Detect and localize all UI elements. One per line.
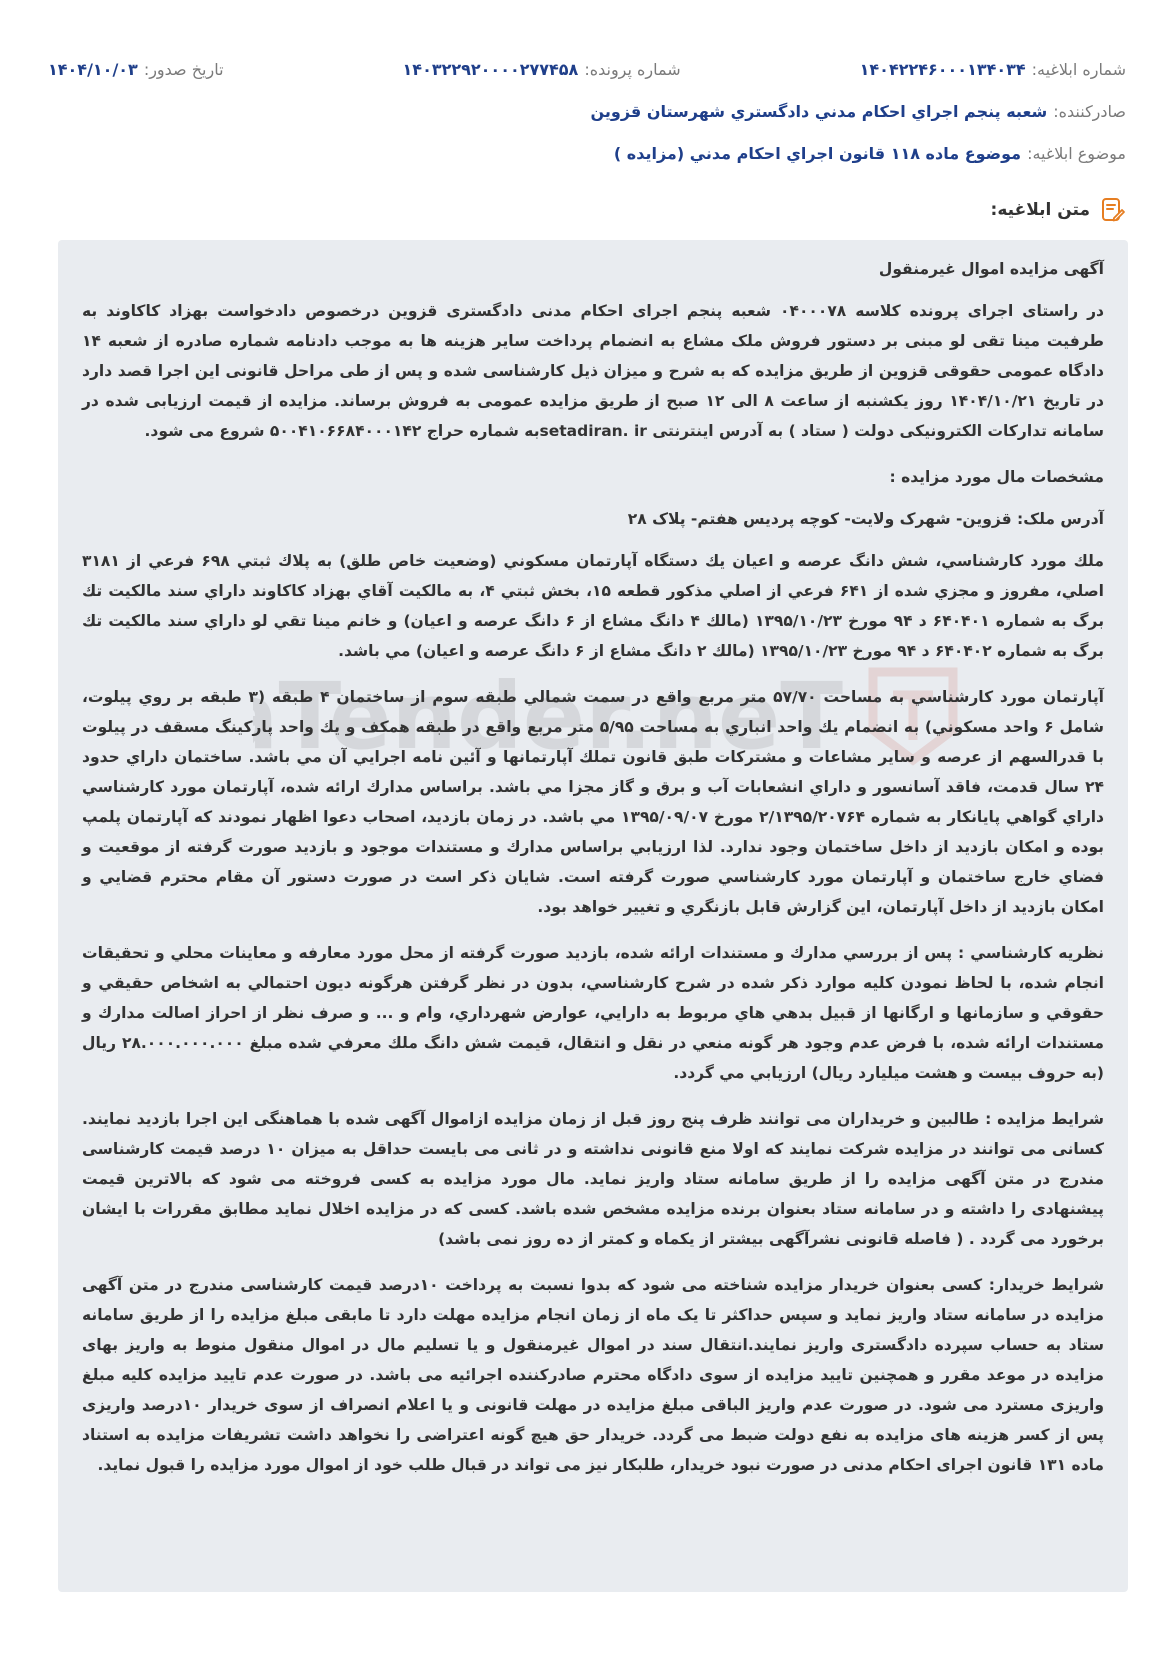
case-number-value: ۱۴۰۳۲۲۹۲۰۰۰۰۲۷۷۴۵۸ [402, 59, 579, 79]
subject [614, 144, 1126, 163]
issue-date-label: تاریخ صدور: [143, 59, 224, 79]
property-address: آدرس ملک: قزوین- شهرک ولایت- کوچه پردیس هفتم- پلاک ۲۸ [627, 510, 1104, 528]
notice-number [860, 60, 1126, 79]
section-title-text: متن ابلاغیه: [990, 200, 1090, 220]
notice-heading: آگهی مزایده اموال غیرمنقول [878, 260, 1104, 278]
case-number [403, 60, 681, 79]
notice-body [58, 240, 1128, 1592]
meta-row-numbers [48, 52, 1126, 86]
subject-label: موضوع ابلاغیه: [1027, 143, 1126, 163]
notice-number-label: شماره ابلاغیه: [1031, 59, 1126, 79]
apartment-description: آپارتمان مورد كارشناسي به مساحت ۵۷/۷۰ متر مربع واقع در سمت شمالي طبقه سوم از ساختمان ۴ طبقه (۳ طبقه بر روي پيلوت، شامل ۶ واحد مسكوني) به انضمام يك واحد انباري به مساحت ۵/۹۵ متر مربع واقع در طبقه همكف و يك واحد پاركينگ مسقف در پيلوت با قدرالسهم از عرصه و ساير مشاعات و مشتركات طبق قانون تملك آپارتمانها و آئين نامه اجرايي آن مي باشد. ساختمان داراي حدود ۲۴ سال قدمت، فاقد آسانسور و داراي انشعابات آب و برق و گاز مجزا مي باشد. براساس مدارك ارائه شده، آپارتمان مورد كارشناسي داراي گواهي پايانكار به شماره ۲/۱۳۹۵/۲۰۷۶۴ مورخ ۱۳۹۵/۰۹/۰۷ مي باشد. در زمان بازديد، اصحاب دعوا اظهار نمودند كه آپارتمان پلمپ بوده و امكان بازديد از داخل ساختمان وجود ندارد. لذا ارزيابي براساس مدارك و مستندات موجود و بازديد صورت گرفته از موقعيت و فضاي خارج ساختمان و آپارتمان مورد كارشناسي صورت گرفته است. شايان ذكر است در صورت دستور آن مقام محترم قضايي و امكان بازديد از داخل آپارتمان، اين گزارش قابل بازنگري و تغيير خواهد بود. [82, 688, 1105, 916]
subject-value: موضوع ماده ۱۱۸ قانون اجراي احكام مدني (مزايده ) [613, 143, 1022, 163]
notice-number-value: ۱۴۰۴۲۲۴۶۰۰۰۱۳۴۰۳۴ [859, 59, 1026, 79]
issue-date-value: ۱۴۰۴/۱۰/۰۳ [48, 59, 138, 79]
issuer [591, 102, 1127, 121]
property-description: ملك مورد كارشناسي، شش دانگ عرصه و اعيان يك دستگاه آپارتمان مسكوني (وضعيت خاص طلق) به پلاك ثبتي ۶۹۸ فرعي از ۳۱۸۱ اصلي، مفروز و مجزي شده از ۶۴۱ فرعي از اصلي مذكور قطعه ۱۵، بخش ثبتي ۴، به مالكيت آقاي بهزاد كاكاوند داراي سند مالكيت تك برگ به شماره ۶۴۰۴۰۱ د ۹۴ مورخ ۱۳۹۵/۱۰/۲۳ (مالك ۴ دانگ مشاع از ۶ دانگ عرصه و اعيان) و خانم مينا تقي لو داراي سند مالكيت تك برگ به شماره ۶۴۰۴۰۲ د ۹۴ مورخ ۱۳۹۵/۱۰/۲۳ (مالك ۲ دانگ مشاع از ۶ دانگ عرصه و اعيان) مي باشد. [82, 552, 1105, 660]
issue-date [48, 60, 224, 79]
issuer-value: شعبه پنجم اجراي احكام مدني دادگستري شهرستان قزوين [590, 101, 1048, 121]
meta-row-subject [48, 136, 1126, 170]
expert-opinion: نظريه كارشناسي : پس از بررسي مدارك و مستندات ارائه شده، بازديد صورت گرفته از محل مورد معارفه و معاينات محلي و تحقيقات انجام شده، با لحاظ نمودن كليه موارد ذكر شده در شرح كارشناسي، بدون در نظر گرفتن هرگونه ديون احتمالي به اشخاص حقيقي و حقوقي و سازمانها و ارگانها از قبيل بدهي هاي مربوط به دارايي، عوارض شهرداري، وام و ... و صرف نظر از احراز اصالت مدارك و مستندات ارائه شده، با فرض عدم وجود هر گونه منعي در نقل و انتقال، قيمت شش دانگ ملك معرفي شده مبلغ ۲۸.۰۰۰.۰۰۰.۰۰۰ ريال (به حروف بيست و هشت ميليارد ريال) ارزيابي مي گردد. [82, 944, 1104, 1082]
meta-row-issuer [48, 94, 1126, 128]
section-title [991, 196, 1126, 224]
watermark-text: Tender.neT [278, 663, 843, 770]
property-spec-heading: مشخصات مال مورد مزایده : [889, 468, 1104, 486]
buyer-conditions: شرایط خریدار: کسی بعنوان خریدار مزایده شناخته می شود که بدوا نسبت به پرداخت ۱۰درصد قیمت کارشناسی مندرج در متن آگهی مزایده در سامانه ستاد واریز نماید و سپس حداکثر تا یک ماه از زمان انجام مزایده مهلت دارد تا مابقی مبلغ مزایده را از طریق سامانه ستاد به حساب سپرده دادگستری واریز نمایند.انتقال سند در اموال غیرمنقول و یا تسلیم مال در اموال منقول منوط به واریز بهای مزایده در موعد مقرر و همچنین تایید مزایده از سوی دادگاه محترم صادرکننده اجرائیه می باشد. در صورت عدم تایید مزایده کلیه مبلغ واریزی مسترد می شود. در صورت عدم واریز الباقی مبلغ مزایده در مهلت قانونی و یا اعلام انصراف از سوی خریدار ۱۰درصد واریزی پس از کسر هزینه های مزایده به نفع دولت ضبط می گردد. خریدار حق هیچ گونه اعتراضی را نخواهد داشت تشریفات مزایده به استناد ماده ۱۳۱ قانون اجرای احکام مدنی در صورت نبود خریدار، طلبکار نیز می تواند در قبال طلب خود از اموال مورد مزایده را قبول نماید. [82, 1276, 1105, 1474]
auction-conditions: شرایط مزایده : طالبین و خریداران می توانند ظرف پنج روز قبل از زمان مزایده ازاموال آگهی شده با هماهنگی این اجرا بازدید نمایند. کسانی می توانند در مزایده شرکت نمایند که اولا منع قانونی نداشته و در ثانی می بایست حداقل به میزان ۱۰ درصد قیمت کارشناسی مندرج در متن آگهی مزایده را از طریق سامانه ستاد واریز نماید. مال مورد مزایده به کسی فروخته می شود که بالاترین قیمت پیشنهادی را داشته و در سامانه ستاد بعنوان برنده مزایده مشخص شده باشد. کسی که در مزایده اخلال نماید مطابق مقررات با ایشان برخورد می گردد . ( فاصله قانونی نشرآگهی بیشتر از یکماه و کمتر از ده روز نمی باشد) [82, 1110, 1104, 1248]
document-edit-icon [1098, 196, 1126, 224]
issuer-label: صادرکننده: [1053, 101, 1126, 121]
notice-paragraph-intro: در راستای اجرای پرونده کلاسه ۰۴۰۰۰۷۸ شعبه پنجم اجرای احکام مدنی دادگستری قزوین درخصوص دادخواست بهزاد کاکاوند به طرفیت مینا تقی لو مبنی بر دستور فروش ملک مشاع به انضمام پرداخت سایر هزینه ها به موجب دادنامه شماره صادره از شعبه ۱۴ دادگاه عمومی حقوقی قزوین از طریق مزایده که به شرح و میزان ذیل کارشناسی شده و پس از طی مراحل قانونی این اجرا قصد دارد در تاریخ ۱۴۰۴/۱۰/۲۱ روز یکشنبه از ساعت ۸ الی ۱۲ صبح از طریق مزایده عمومی به فروش برساند. مزایده از قیمت ارزیابی شده در سامانه تدارکات الکترونیکی دولت ( ستاد ) به آدرس اینترنتی setadiran. irبه شماره حراج ۵۰۰۴۱۰۶۶۸۴۰۰۰۱۴۲ شروع می شود. [82, 302, 1105, 440]
case-number-label: شماره پرونده: [584, 59, 681, 79]
